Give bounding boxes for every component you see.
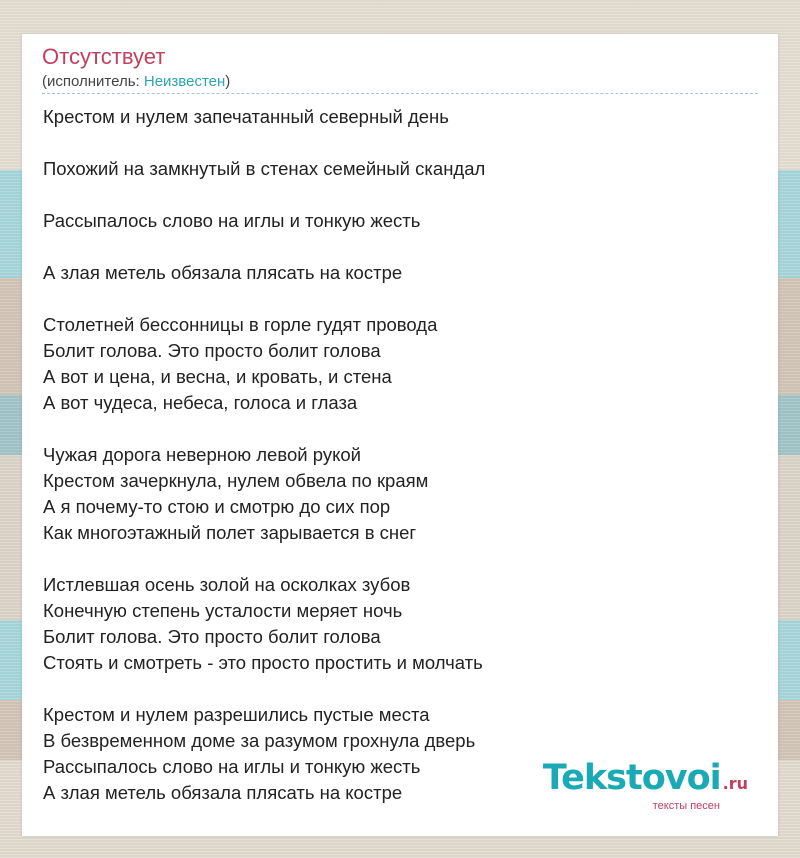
lyric-blank-line <box>43 286 758 312</box>
lyric-line: А вот и цена, и весна, и кровать, и стена <box>43 366 392 387</box>
lyric-blank-line <box>43 234 758 260</box>
lyric-line: Крестом и нулем запечатанный северный день <box>43 106 449 127</box>
lyric-blank-line <box>43 546 758 572</box>
song-title: Отсутствует <box>42 44 166 69</box>
lyric-line: Конечную степень усталости меряет ночь <box>43 600 403 621</box>
lyric-line: Похожий на замкнутый в стенах семейный скандал <box>43 158 486 179</box>
lyric-line: А злая метель обязала плясать на костре <box>43 262 403 283</box>
lyric-line: В безвременном доме за разумом грохнула дверь <box>43 730 476 751</box>
lyric-line: А я почему-то стою и смотрю до сих пор <box>43 496 391 517</box>
logo-tld: .ru <box>722 774 748 793</box>
lyric-line: Истлевшая осень золой на осколках зубов <box>43 574 411 595</box>
site-logo[interactable] <box>543 760 748 812</box>
lyric-line: А злая метель обязала плясать на костре <box>43 782 403 803</box>
artist-suffix: ) <box>225 73 231 90</box>
lyric-blank-line <box>43 676 758 702</box>
lyric-line: Столетней бессонницы в горле гудят провода <box>43 314 438 335</box>
lyric-line: Чужая дорога неверною левой рукой <box>43 444 361 465</box>
lyrics-card <box>22 34 778 836</box>
logo-tagline: тексты песен <box>652 800 720 812</box>
artist-link[interactable]: Неизвестен <box>143 73 226 90</box>
lyrics-text <box>43 104 758 806</box>
lyric-line: Болит голова. Это просто болит голова <box>43 340 381 361</box>
lyric-line: Как многоэтажный полет зарывается в снег <box>43 522 417 543</box>
lyric-line: Рассыпалось слово на иглы и тонкую жесть <box>43 756 421 777</box>
artist-prefix: (исполнитель: <box>42 73 144 90</box>
title-divider <box>42 93 758 94</box>
artist-line <box>42 72 230 92</box>
lyric-blank-line <box>43 182 758 208</box>
logo-name: Tekstovoi <box>542 758 721 798</box>
lyric-line: Рассыпалось слово на иглы и тонкую жесть <box>43 210 421 231</box>
lyric-blank-line <box>43 130 758 156</box>
lyric-line: Болит голова. Это просто болит голова <box>43 626 381 647</box>
lyric-line: А вот чудеса, небеса, голоса и глаза <box>43 392 358 413</box>
lyric-blank-line <box>43 416 758 442</box>
lyric-line: Крестом и нулем разрешились пустые места <box>43 704 430 725</box>
lyric-line: Крестом зачеркнула, нулем обвела по краям <box>43 470 429 491</box>
lyric-line: Стоять и смотреть - это просто простить и молчать <box>43 652 483 673</box>
logo-wordmark <box>543 760 748 802</box>
